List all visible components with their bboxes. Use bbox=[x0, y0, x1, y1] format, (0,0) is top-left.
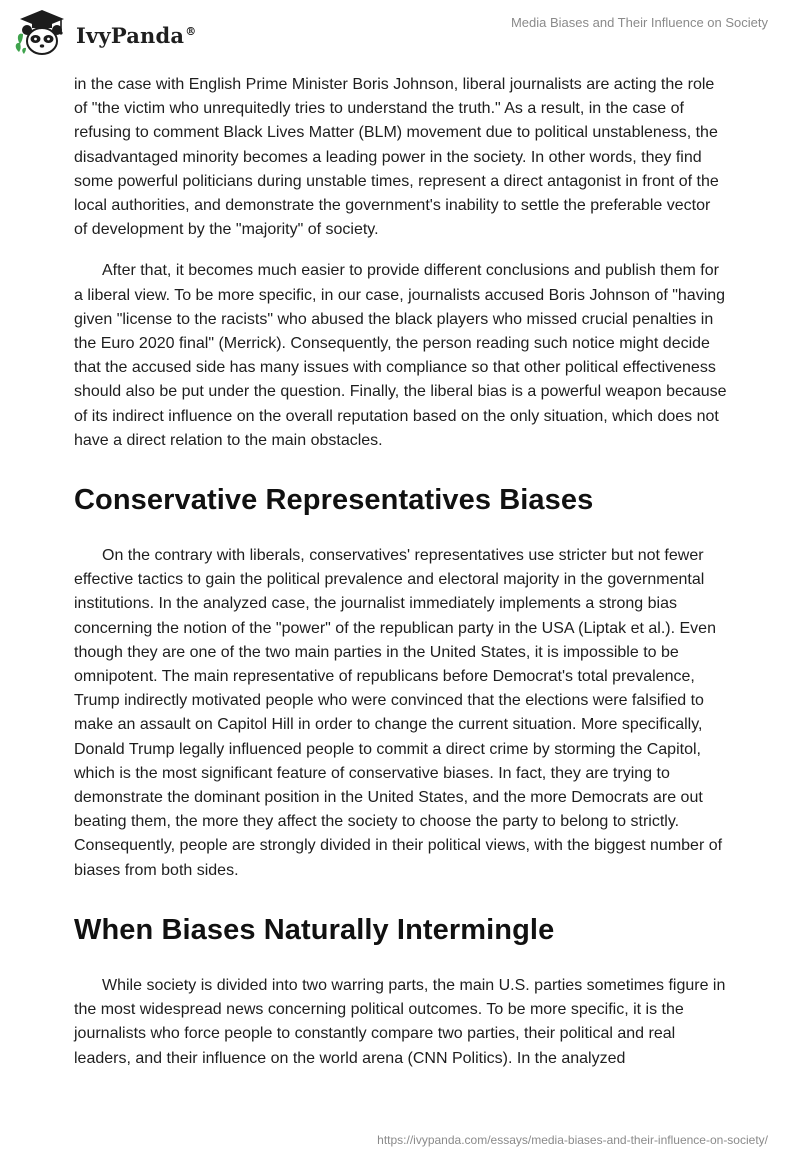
essay-body bbox=[74, 73, 728, 1071]
paragraph-continued: in the case with English Prime Minister Boris Johnson, liberal journalists are acting the role of "the victim who unrequitedly tries to understand the truth." As a result, in the case of refusing to comment Black Lives Matter (BLM) movement due to political unstableness, the disadvantaged minority becomes a leading power in the society. In other words, they find some powerful politicians during unstable times, represent a direct antagonist in front of the local authorities, and demonstrate the government's inability to settle the preferable vector of development by the "majority" of society. bbox=[74, 76, 719, 239]
panda-graduate-icon bbox=[14, 8, 70, 58]
brand-name: IvyPanda® bbox=[76, 22, 197, 48]
ivypanda-logo[interactable] bbox=[14, 8, 196, 58]
page-header bbox=[0, 0, 800, 70]
source-url[interactable]: https://ivypanda.com/essays/media-biases-and-their-influence-on-society/ bbox=[377, 1133, 768, 1147]
paragraph: While society is divided into two warring parts, the main U.S. parties sometimes figure in the most widespread news concerning political outcomes. To be more specific, it is the journalists who force people to constantly compare two parties, their political and real leaders, and their influence on the world arena (CNN Politics). In the analyzed bbox=[74, 976, 726, 1067]
paragraph: On the contrary with liberals, conservatives' representatives use stricter but not fewer effective tactics to gain the political prevalence and electoral majority in the governmental institutions. In the analyzed case, the journalist immediately implements a strong bias concerning the notion of the "power" of the republican party in the USA (Liptak et al.). Even though they are one of the two main parties in the United States, it is impossible to be omnipotent. The main representative of republicans before Democrat's total prevalence, Trump indirectly motivated people who were convinced that the elections were falsified to make an assault on Capitol Hill in order to change the current situation. More specifically, Donald Trump legally influenced people to commit a direct crime by storming the Capitol, which is the most significant feature of conservative biases. In fact, they are trying to demonstrate the dominant position in the United States, and the more Democrats are out beating them, the more they affect the society to choose the party to belong to strictly. Consequently, people are strongly divided in their political views, with the biggest number of biases from both sides. bbox=[74, 547, 723, 879]
registered-mark: ® bbox=[185, 24, 197, 38]
section-heading-intermingle: When Biases Naturally Intermingle bbox=[74, 913, 555, 946]
paragraph: After that, it becomes much easier to provide different conclusions and publish them for a liberal view. To be more specific, in our case, journalists accused Boris Johnson of "having given "license to the racists" who abused the black players who missed crucial penalties in the Euro 2020 final" (Merrick). Consequently, the person reading such notice might decide that the accused side has many issues with compliance so that other political effectiveness should also be put under the question. Finally, the liberal bias is a powerful weapon because of its indirect influence on the overall reputation based on the only situation, which does not have a direct relation to the main obstacles. bbox=[74, 262, 727, 449]
document-title: Media Biases and Their Influence on Society bbox=[510, 15, 768, 30]
section-heading-conservative: Conservative Representatives Biases bbox=[74, 484, 594, 517]
